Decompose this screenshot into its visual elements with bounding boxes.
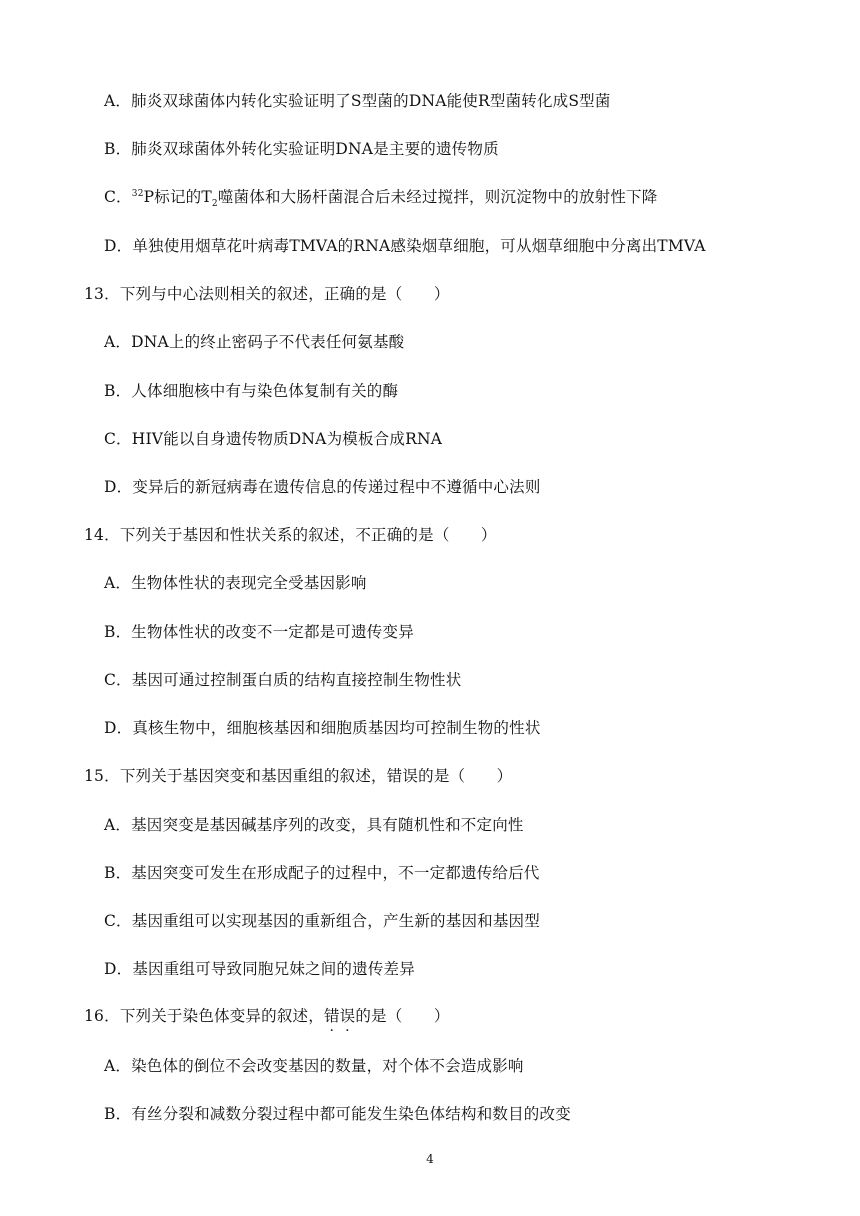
- q13-option-c: C．HIV能以自身遗传物质DNA为模板合成RNA: [104, 430, 443, 448]
- q14-option-b: B．生物体性状的改变不一定都是可遗传变异: [104, 623, 414, 641]
- q14-option-a: A．生物体性状的表现完全受基因影响: [104, 574, 367, 592]
- q13-option-b: B．人体细胞核中有与染色体复制有关的酶: [104, 382, 399, 400]
- q14-option-c: C．基因可通过控制蛋白质的结构直接控制生物性状: [104, 671, 462, 689]
- q12-c-isotope: 32: [131, 188, 144, 199]
- q16-option-b: B．有丝分裂和减数分裂过程中都可能发生染色体结构和数目的改变: [104, 1105, 571, 1123]
- q15-option-a: A．基因突变是基因碱基序列的改变，具有随机性和不定向性: [104, 816, 524, 834]
- q16-option-a: A．染色体的倒位不会改变基因的数量，对个体不会造成影响: [104, 1057, 524, 1075]
- q13-stem: 13．下列与中心法则相关的叙述，正确的是（ ）: [84, 285, 450, 303]
- q16-stem-start: 16．下列关于染色体变异的叙述，: [84, 1007, 324, 1025]
- q16-emphasis: [324, 1007, 355, 1025]
- q13-option-a: A．DNA上的终止密码子不代表任何氨基酸: [104, 333, 405, 351]
- q16-emphasis-char-2: 误: [339, 1007, 356, 1025]
- q16-emphasis-char-1: 错: [323, 1007, 340, 1025]
- q12-c-subscript: 2: [211, 199, 218, 210]
- q15-option-b: B．基因突变可发生在形成配子的过程中，不一定都遗传给后代: [104, 864, 540, 882]
- q12-c-text2: 噬菌体和大肠杆菌混合后未经过搅拌，则沉淀物中的放射性下降: [217, 188, 658, 206]
- q16-stem: [84, 1004, 450, 1026]
- q16-stem-end: 的是（ ）: [355, 1007, 450, 1025]
- q15-option-d: D．基因重组可导致同胞兄妹之间的遗传差异: [104, 960, 415, 978]
- q13-option-d: D．变异后的新冠病毒在遗传信息的传递过程中不遵循中心法则: [104, 478, 541, 496]
- q12-c-label: C．: [104, 188, 132, 206]
- q12-option-b: B．肺炎双球菌体外转化实验证明DNA是主要的遗传物质: [104, 140, 499, 158]
- page-number: 4: [426, 1152, 434, 1166]
- q12-option-c: [104, 185, 657, 209]
- q12-c-text1: P标记的T: [143, 188, 212, 206]
- q14-option-d: D．真核生物中，细胞核基因和细胞质基因均可控制生物的性状: [104, 719, 541, 737]
- q15-stem: 15．下列关于基因突变和基因重组的叙述，错误的是（ ）: [84, 767, 513, 785]
- q14-stem: 14．下列关于基因和性状关系的叙述，不正确的是（ ）: [84, 526, 497, 544]
- q15-option-c: C．基因重组可以实现基因的重新组合，产生新的基因和基因型: [104, 912, 540, 930]
- q12-option-a: A．肺炎双球菌体内转化实验证明了S型菌的DNA能使R型菌转化成S型菌: [104, 92, 611, 110]
- q12-option-d: D．单独使用烟草花叶病毒TMVA的RNA感染烟草细胞，可从烟草细胞中分离出TMVA: [104, 237, 706, 255]
